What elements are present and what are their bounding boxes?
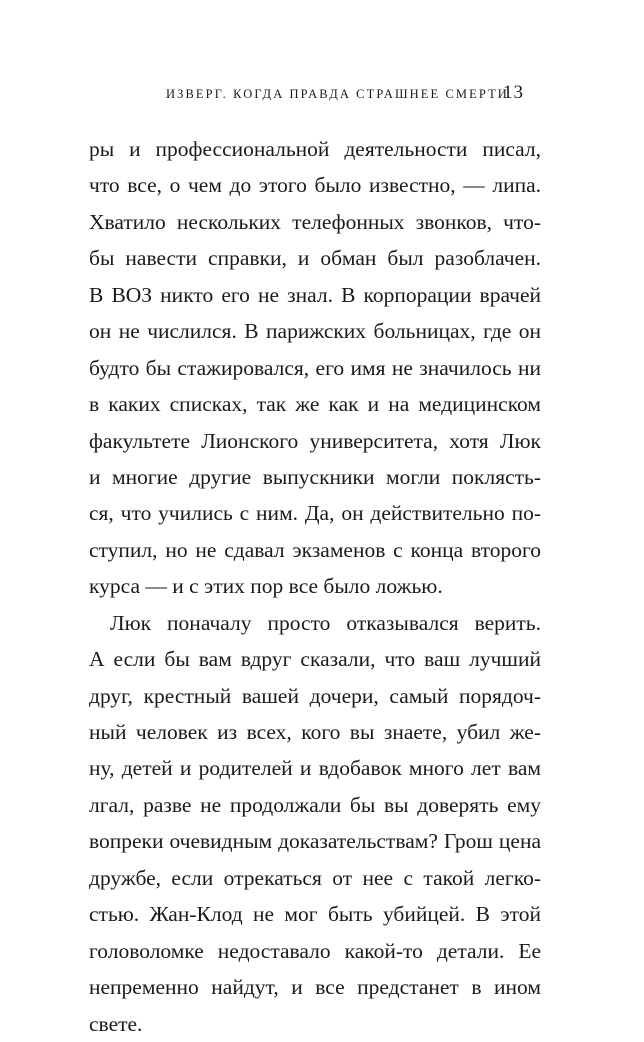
text-line: факультете Лионского университета, хотя Люк	[89, 428, 541, 453]
text-line: друг, крестный вашей дочери, самый порядоч-	[89, 683, 541, 708]
text-line: стью. Жан-Клод не мог быть убийцей. В этой	[89, 902, 541, 927]
text-line: В ВОЗ никто его не знал. В корпорации врачей	[89, 282, 541, 307]
page-number: 13	[503, 82, 524, 103]
text-line: ный человек из всех, кого вы знаете, убил же-	[89, 720, 541, 744]
text-line: свете.	[89, 1011, 143, 1036]
text-line: ступил, но не сдавал экзаменов с конца второго	[89, 537, 541, 562]
text-line: в каких списках, так же как и на медицинском	[89, 392, 541, 417]
paragraph-1	[89, 131, 541, 605]
text-line: непременно найдут, и все предстанет в ином	[89, 975, 541, 1000]
text-line: ну, детей и родителей и вдобавок много лет вам	[89, 756, 541, 781]
text-line: бы навести справки, и обман был разоблачен.	[89, 246, 541, 271]
text-line: будто бы стажировался, его имя не значилось ни	[89, 355, 541, 380]
text-line: головоломке недоставало какой-то детали. Ее	[89, 938, 541, 963]
text-line: вопреки очевидным доказательствам? Грош цена	[89, 829, 541, 854]
text-line: лгал, разве не продолжали бы вы доверять ему	[89, 792, 541, 817]
text-line: и многие другие выпускники могли поклясть-	[89, 464, 541, 489]
text-line: А если бы вам вдруг сказали, что ваш лучший	[89, 647, 541, 672]
running-head	[0, 84, 644, 106]
text-line: ры и профессиональной деятельности писал,	[89, 137, 541, 161]
text-line: что все, о чем до этого было известно, — липа.	[89, 173, 541, 198]
running-title: ИЗВЕРГ. КОГДА ПРАВДА СТРАШНЕЕ СМЕРТИ	[166, 87, 509, 101]
text-line: ся, что учились с ним. Да, он действительно по-	[89, 501, 541, 526]
text-line: дружбе, если отрекаться от нее с такой легко-	[89, 865, 541, 890]
text-line: Люк поначалу просто отказывался верить.	[110, 610, 541, 635]
paragraph-2	[89, 605, 541, 1042]
text-line: курса — и с этих пор все было ложью.	[89, 574, 443, 599]
text-line: он не числился. В парижских больницах, где он	[89, 319, 541, 344]
text-line: Хватило нескольких телефонных звонков, что-	[89, 209, 541, 234]
body-text	[89, 131, 541, 1042]
